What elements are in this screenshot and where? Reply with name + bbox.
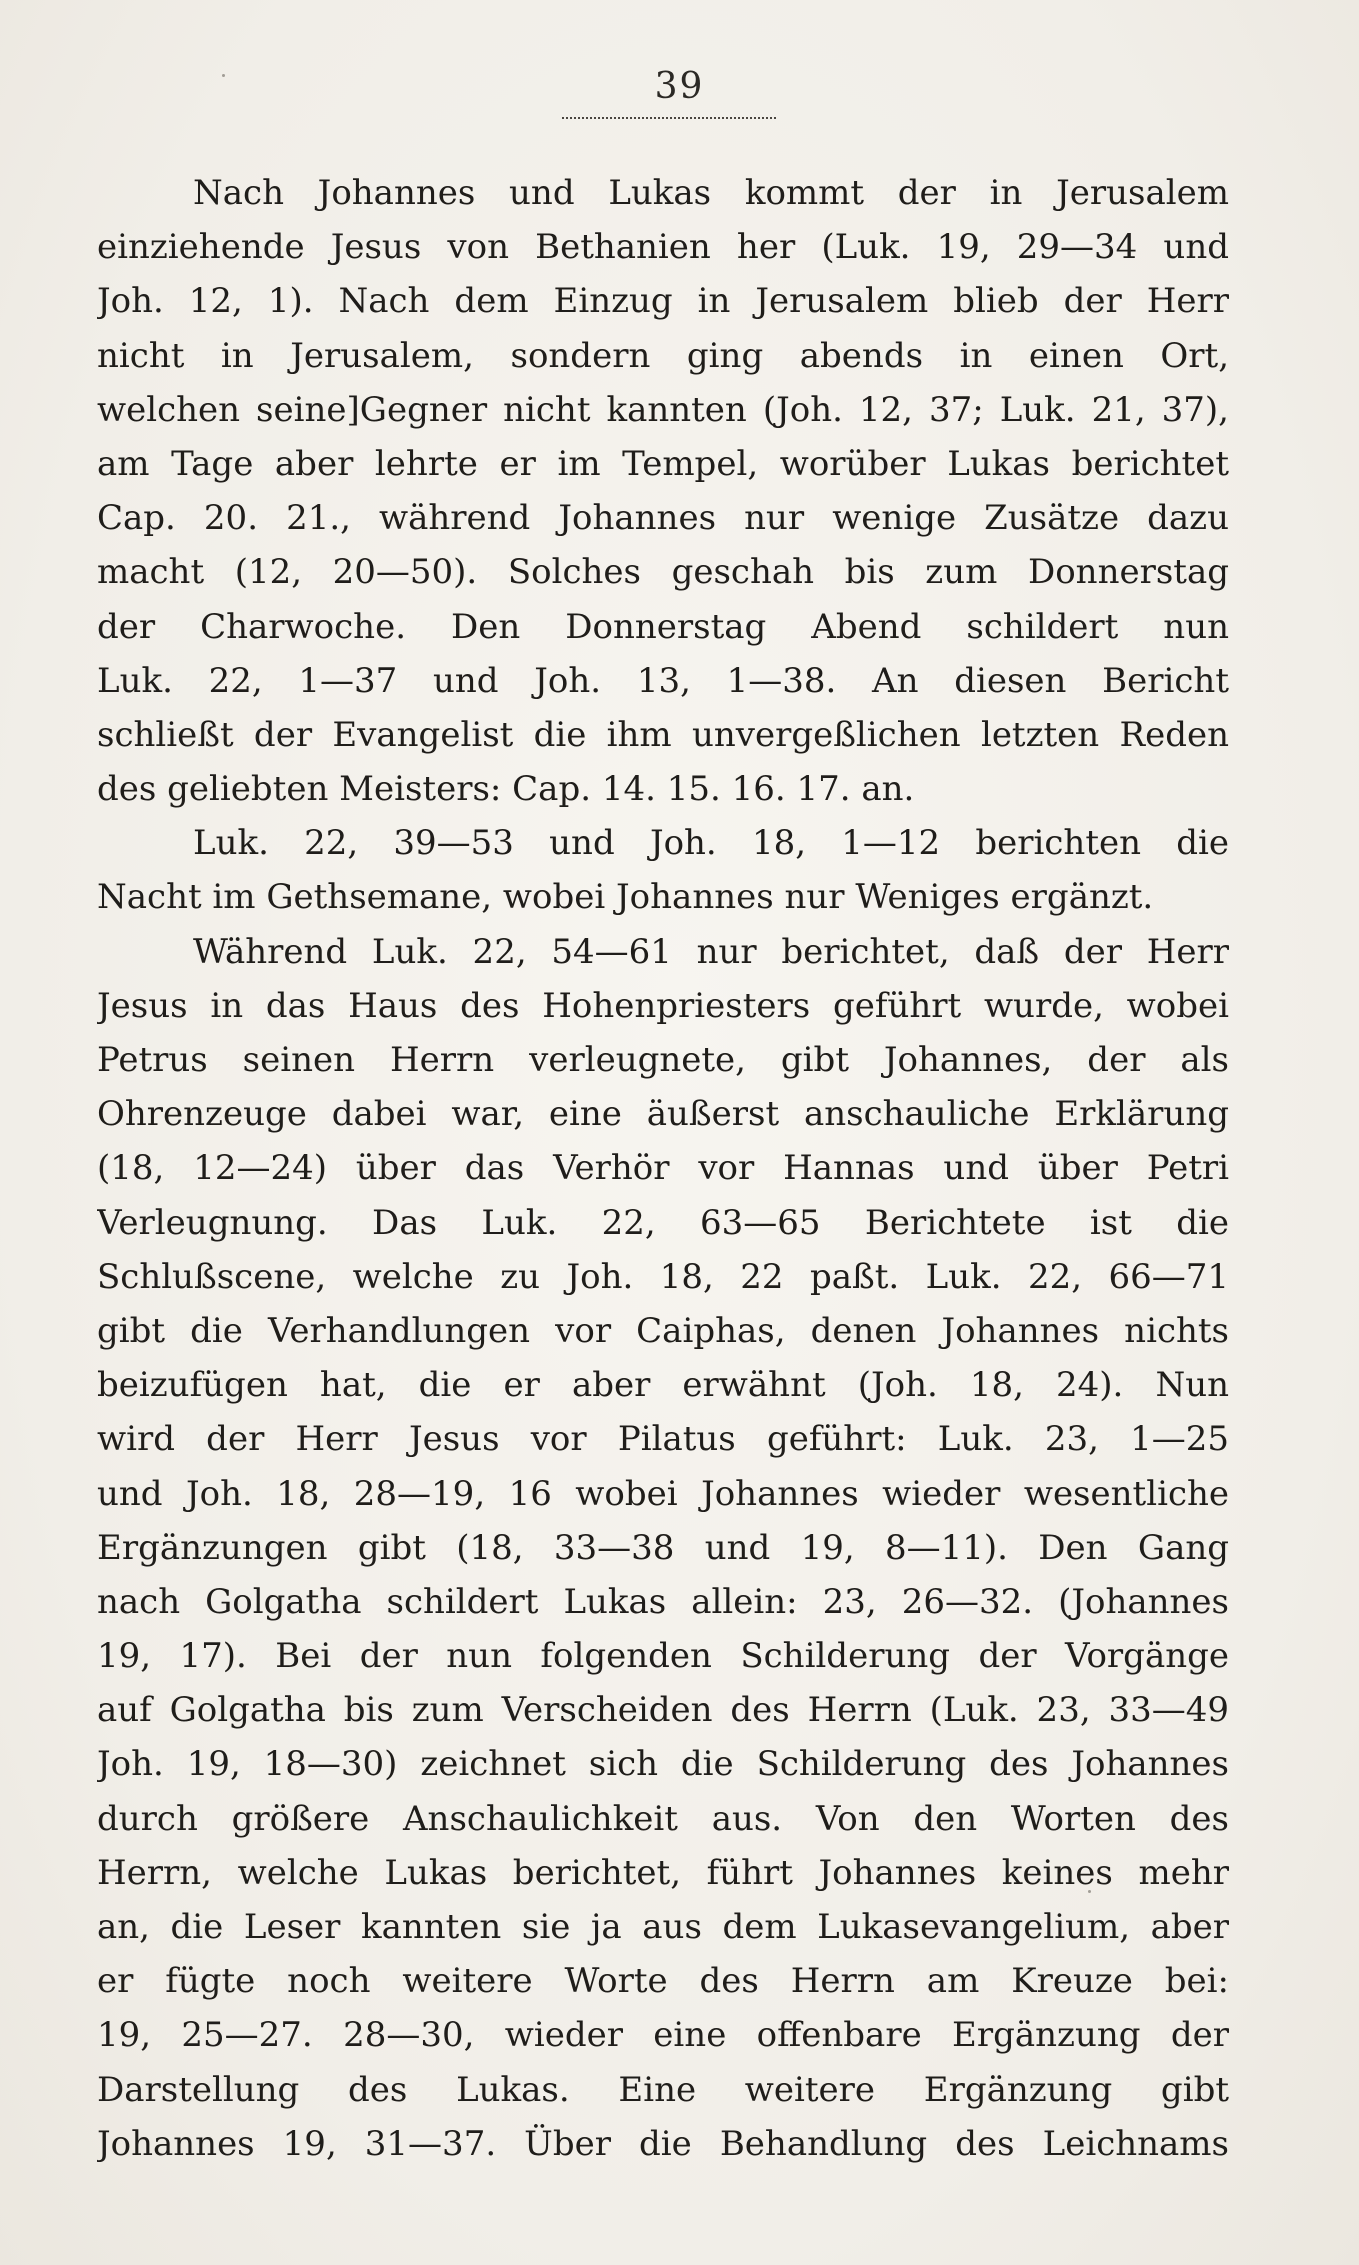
text-line: an, die Leser kannten sie ja aus dem Lukasevangelium, aber [97,1907,1229,1947]
text-line: Jesus in das Haus des Hohenpriesters geführt wurde, wobei [97,985,1229,1026]
text-line: Schlußscene, welche zu Joh. 18, 22 paßt. Luk. 22, 66—71 [97,1256,1229,1297]
text-line: welchen seine]Gegner nicht kannten (Joh. 12, 37; Luk. 21, 37), [97,389,1229,430]
text-line: Johannes 19, 31—37. Über die Behandlung des Leichnams [97,2123,1229,2164]
text-line: nach Golgatha schildert Lukas allein: 23, 26—32. (Johannes [97,1581,1229,1622]
text-line: Ergänzungen gibt (18, 33—38 und 19, 8—11). Den Gang [97,1527,1229,1568]
text-line: Petrus seinen Herrn verleugnete, gibt Johannes, der als [97,1040,1229,1080]
text-line: Nach Johannes und Lukas kommt der in Jerusalem [193,173,1229,213]
text-line: 19, 17). Bei der nun folgenden Schilderung der Vorgänge [97,1636,1229,1677]
text-line: schließt der Evangelist die ihm unvergeßlichen letzten Reden [97,714,1229,755]
text-line: 19, 25—27. 28—30, wieder eine offenbare Ergänzung der [97,2015,1229,2056]
text-line: wird der Herr Jesus vor Pilatus geführt: Luk. 23, 1—25 [97,1419,1229,1460]
text-line: auf Golgatha bis zum Verscheiden des Herrn (Luk. 23, 33—49 [97,1690,1229,1731]
text-line: (18, 12—24) über das Verhör vor Hannas und über Petri [97,1148,1229,1189]
text-line: durch größere Anschaulichkeit aus. Von den Worten des [97,1798,1229,1839]
text-line: einziehende Jesus von Bethanien her (Luk. 19, 29—34 und [97,227,1229,268]
text-line: Ohrenzeuge dabei war, eine äußerst anschauliche Erklärung [97,1094,1229,1135]
text-line: er fügte noch weitere Worte des Herrn am Kreuze bei: [97,1961,1229,2002]
text-line: Luk. 22, 1—37 und Joh. 13, 1—38. An diesen Bericht [97,660,1229,701]
text-line: Während Luk. 22, 54—61 nur berichtet, daß der Herr [193,931,1229,972]
text-line: Verleugnung. Das Luk. 22, 63—65 Berichtete ist die [97,1202,1229,1243]
body-text [97,166,1229,2171]
text-line: Joh. 19, 18—30) zeichnet sich die Schilderung des Johannes [97,1744,1229,1785]
text-line: der Charwoche. Den Donnerstag Abend schildert nun [97,606,1229,647]
text-line: Nacht im Gethsemane, wobei Johannes nur Weniges ergänzt. [97,877,1154,918]
text-line: und Joh. 18, 28—19, 16 wobei Johannes wieder wesentliche [97,1473,1229,1514]
text-line: Luk. 22, 39—53 und Joh. 18, 1—12 berichten die [193,823,1229,864]
text-line: Joh. 12, 1). Nach dem Einzug in Jerusalem blieb der Herr [97,281,1229,322]
text-line: des geliebten Meisters: Cap. 14. 15. 16. 17. an. [97,769,915,810]
text-line: Cap. 20. 21., während Johannes nur wenige Zusätze dazu [97,498,1229,539]
page-number: 39 [654,66,705,107]
text-line: Darstellung des Lukas. Eine weitere Ergänzung gibt [97,2069,1229,2110]
text-line: Herrn, welche Lukas berichtet, führt Johannes keines mehr [97,1852,1229,1893]
text-line: macht (12, 20—50). Solches geschah bis zum Donnerstag [97,552,1229,593]
text-line: nicht in Jerusalem, sondern ging abends in einen Ort, [97,335,1229,376]
page-number-rule [562,117,776,119]
text-line: beizufügen hat, die er aber erwähnt (Joh. 18, 24). Nun [97,1365,1229,1406]
text-line: gibt die Verhandlungen vor Caiphas, denen Johannes nichts [97,1310,1229,1351]
text-line: am Tage aber lehrte er im Tempel, worüber Lukas berichtet [97,443,1229,484]
